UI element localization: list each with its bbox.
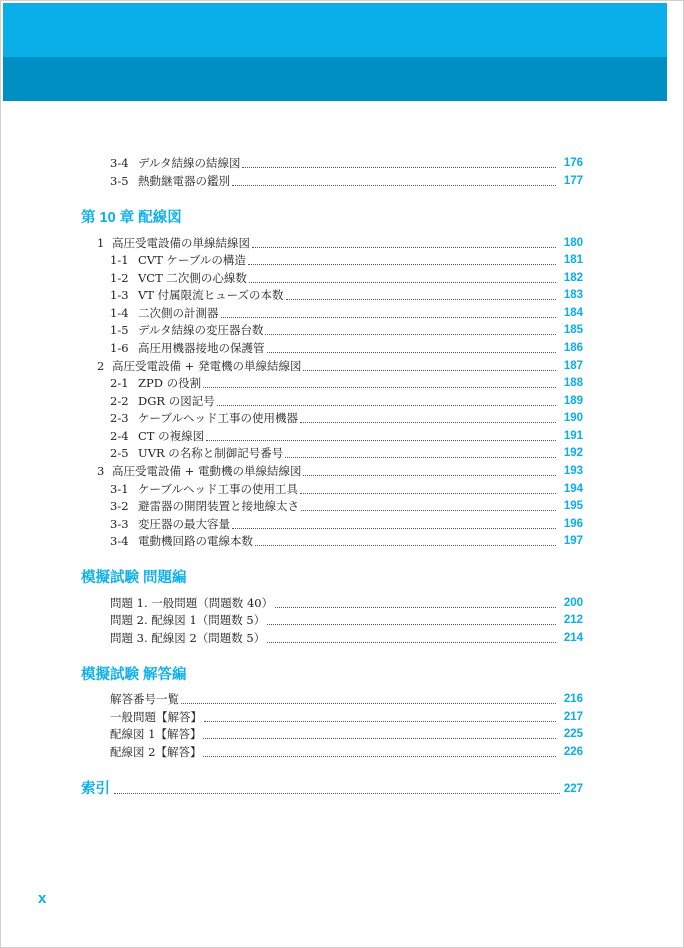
- entry-title: デルタ結線の変圧器台数: [138, 323, 264, 337]
- entry-page: 188: [563, 377, 583, 389]
- entry-title: 配線図 2【解答】: [110, 745, 202, 759]
- toc-entry[interactable]: [110, 305, 583, 322]
- toc-entry[interactable]: [110, 340, 583, 357]
- entry-title: 熱動継電器の鑑別: [138, 174, 230, 188]
- dot-leader: [267, 641, 556, 643]
- toc-entry[interactable]: [97, 463, 583, 480]
- toc-entry[interactable]: [110, 481, 583, 498]
- dot-leader: [203, 737, 556, 739]
- entry-page: 226: [563, 746, 583, 758]
- entry-number: 2-1: [110, 376, 129, 390]
- entry-number: 1-4: [110, 306, 129, 320]
- toc-entry[interactable]: [97, 235, 583, 252]
- entry-title: 問題 2. 配線図 1（問題数 5）: [110, 613, 266, 627]
- entry-title: 高圧受電設備 + 発電機の単線結線図: [112, 359, 302, 373]
- entry-page: 183: [563, 289, 583, 301]
- entry-page: 195: [563, 500, 583, 512]
- entry-title: 高圧受電設備 + 電動機の単線結線図: [112, 464, 302, 478]
- dot-leader: [232, 527, 556, 529]
- entry-title: ケーブルヘッド工事の使用機器: [138, 411, 298, 425]
- entry-page: 191: [563, 430, 583, 442]
- entry-number: 3-4: [110, 534, 129, 548]
- entry-title: 電動機回路の電線本数: [138, 534, 253, 548]
- entry-page: 189: [563, 395, 583, 407]
- entry-title: 変圧器の最大容量: [138, 517, 230, 531]
- entry-title: CT の複線図: [138, 429, 205, 443]
- entry-number: 3-4: [110, 156, 129, 170]
- entry-page: 185: [563, 324, 583, 336]
- entry-page: 197: [563, 535, 583, 547]
- index-page: 227: [563, 783, 583, 795]
- chapter-heading[interactable]: 第 10 章 配線図: [81, 210, 182, 226]
- dot-leader: [265, 333, 556, 335]
- entry-page: 184: [563, 307, 583, 319]
- entry-page: 193: [563, 465, 583, 477]
- entry-page: 217: [563, 711, 583, 723]
- entry-number: 2-5: [110, 446, 129, 460]
- section-heading[interactable]: 模擬試験 解答編: [81, 667, 187, 683]
- toc-entry[interactable]: [110, 173, 583, 190]
- index-entry[interactable]: [81, 780, 583, 799]
- dot-leader: [249, 281, 556, 283]
- entry-page: 214: [563, 632, 583, 644]
- entry-page: 177: [563, 175, 583, 187]
- dot-leader: [114, 792, 560, 794]
- entry-number: 3-1: [110, 482, 129, 496]
- toc-entry[interactable]: [110, 270, 583, 287]
- entry-title: 解答番号一覧: [110, 692, 179, 706]
- dot-leader: [275, 606, 556, 608]
- entry-title: ZPD の役割: [138, 376, 202, 390]
- entry-page: 176: [563, 157, 583, 169]
- toc-entry[interactable]: [110, 375, 583, 392]
- entry-number: 3-3: [110, 517, 129, 531]
- entry-number: 3: [97, 464, 105, 478]
- dot-leader: [203, 755, 556, 757]
- dot-leader: [217, 404, 556, 406]
- entry-title: 問題 3. 配線図 2（問題数 5）: [110, 631, 266, 645]
- entry-number: 3-5: [110, 174, 129, 188]
- entry-number: 2: [97, 359, 105, 373]
- dot-leader: [181, 702, 556, 704]
- entry-page: 194: [563, 483, 583, 495]
- entry-number: 1-5: [110, 323, 129, 337]
- entry-title: 二次側の計測器: [138, 306, 219, 320]
- page-number: x: [38, 890, 47, 907]
- dot-leader: [300, 492, 556, 494]
- dot-leader: [267, 623, 556, 625]
- toc-entry[interactable]: [110, 709, 583, 726]
- entry-number: 2-2: [110, 394, 129, 408]
- entry-title: 配線図 1【解答】: [110, 727, 202, 741]
- dot-leader: [255, 544, 556, 546]
- entry-number: 1-1: [110, 253, 129, 267]
- dot-leader: [248, 263, 556, 265]
- toc-entry[interactable]: [110, 533, 583, 550]
- dot-leader: [267, 351, 557, 353]
- dot-leader: [203, 386, 556, 388]
- dot-leader: [300, 421, 556, 423]
- toc-entry[interactable]: [110, 498, 583, 515]
- entry-title: 高圧用機器接地の保護管: [138, 341, 265, 355]
- toc-entry[interactable]: [110, 393, 583, 410]
- dot-leader: [285, 456, 556, 458]
- entry-number: 1-3: [110, 288, 129, 302]
- toc-entry[interactable]: [110, 516, 583, 533]
- entry-page: 212: [563, 614, 583, 626]
- toc-entry[interactable]: [110, 726, 583, 743]
- entry-title: ケーブルヘッド工事の使用工具: [138, 482, 298, 496]
- toc-entry[interactable]: [110, 428, 583, 445]
- toc-entry[interactable]: [97, 358, 583, 375]
- header-band-bottom: [3, 57, 667, 101]
- entry-title: UVR の名称と制御記号番号: [138, 446, 284, 460]
- entry-title: 避雷器の開閉装置と接地線太さ: [138, 499, 299, 513]
- entry-title: VCT 二次側の心線数: [138, 271, 247, 285]
- entry-number: 1: [97, 236, 105, 250]
- header-band-top: [3, 3, 667, 57]
- toc-entry[interactable]: [110, 630, 583, 647]
- toc-entry[interactable]: [110, 287, 583, 304]
- entry-page: 182: [563, 272, 583, 284]
- entry-number: 3-2: [110, 499, 129, 513]
- entry-page: 216: [563, 693, 583, 705]
- dot-leader: [204, 720, 556, 722]
- entry-title: デルタ結線の結線図: [138, 156, 241, 170]
- dot-leader: [242, 166, 556, 168]
- toc-entry[interactable]: [110, 155, 583, 172]
- entry-title: 高圧受電設備の単線結線図: [112, 236, 250, 250]
- entry-number: 1-2: [110, 271, 129, 285]
- toc-entry[interactable]: [110, 691, 583, 708]
- entry-page: 225: [563, 728, 583, 740]
- toc-entry[interactable]: [110, 410, 583, 427]
- entry-number: 1-6: [110, 341, 129, 355]
- dot-leader: [301, 509, 556, 511]
- dot-leader: [303, 474, 556, 476]
- entry-page: 181: [563, 254, 583, 266]
- entry-page: 192: [563, 447, 583, 459]
- entry-page: 200: [563, 597, 583, 609]
- entry-title: CVT ケーブルの構造: [138, 253, 246, 267]
- toc-entry[interactable]: [110, 445, 583, 462]
- entry-number: 2-3: [110, 411, 129, 425]
- entry-number: 2-4: [110, 429, 129, 443]
- dot-leader: [232, 184, 556, 186]
- entry-title: VT 付属限流ヒューズの本数: [138, 288, 284, 302]
- toc-entry[interactable]: [110, 612, 583, 629]
- entry-page: 186: [563, 342, 583, 354]
- toc-entry[interactable]: [110, 322, 583, 339]
- entry-title: DGR の図記号: [138, 394, 215, 408]
- entry-page: 187: [563, 360, 583, 372]
- dot-leader: [252, 246, 556, 248]
- dot-leader: [303, 369, 556, 371]
- entry-page: 180: [563, 237, 583, 249]
- index-title: 索引: [81, 781, 110, 797]
- entry-title: 問題 1. 一般問題（問題数 40）: [110, 596, 274, 610]
- entry-page: 196: [563, 518, 583, 530]
- toc-entry[interactable]: [110, 595, 583, 612]
- entry-title: 一般問題【解答】: [110, 710, 202, 724]
- dot-leader: [206, 439, 556, 441]
- entry-page: 190: [563, 412, 583, 424]
- toc-entry[interactable]: [110, 252, 583, 269]
- dot-leader: [286, 298, 556, 300]
- dot-leader: [221, 316, 557, 318]
- toc-entry[interactable]: [110, 744, 583, 761]
- section-heading[interactable]: 模擬試験 問題編: [81, 570, 187, 586]
